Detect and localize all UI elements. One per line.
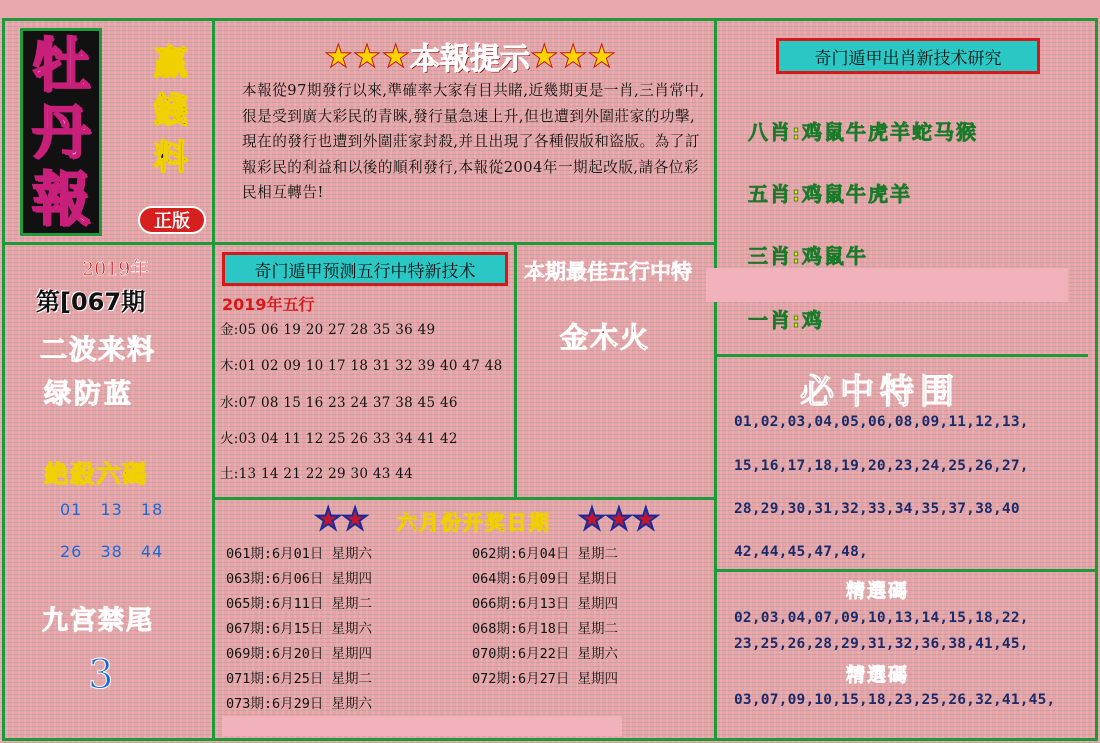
kill-six-title: 絶殺六碼 [44, 460, 148, 488]
genuine-badge: 正版 [138, 206, 206, 234]
notice-title: 本報提示 [410, 42, 530, 77]
five-elements-row: 金:05 06 19 20 27 28 35 36 49 [220, 322, 436, 338]
date-item: 063期:6月06日 星期四 [226, 571, 373, 587]
top-band [0, 0, 1100, 18]
zodiac-five: 五肖:鸡鼠牛虎羊 [748, 182, 912, 206]
zodiac-one: 一肖:鸡 [748, 308, 824, 332]
side-title [150, 40, 192, 183]
nine-palace-title: 九宫禁尾 [42, 606, 155, 636]
star-icon: ★★ [314, 502, 369, 537]
date-item: 065期:6月11日 星期二 [226, 596, 373, 612]
date-item: 068期:6月18日 星期二 [472, 621, 619, 637]
wave-tip: 二波来料 [40, 335, 156, 366]
grid-border-bottom [2, 738, 1098, 741]
five-elements-row: 火:03 04 11 12 25 26 33 34 41 42 [220, 431, 458, 447]
star-icon: ★★★ [323, 37, 410, 75]
grid-h4 [714, 569, 1098, 572]
star-icon: ★★★ [578, 502, 660, 537]
date-item: 071期:6月25日 星期二 [226, 671, 373, 687]
date-item: 070期:6月22日 星期六 [472, 646, 619, 662]
special-numbers-line: 28,29,30,31,32,33,34,35,37,38,40 [734, 501, 1020, 517]
notice-header [310, 36, 630, 76]
dates-title: 六月份开奖日期 [396, 509, 551, 534]
zodiac-eight: 八肖:鸡鼠牛虎羊蛇马猴 [748, 120, 978, 144]
selected-numbers-line: 03,07,09,10,15,18,23,25,26,32,41,45, [734, 692, 1056, 708]
date-item: 069期:6月20日 星期四 [226, 646, 373, 662]
side-char-2: 錢 [154, 90, 188, 131]
star-icon: ★★★ [530, 37, 617, 75]
selected-numbers-line: 02,03,04,07,09,10,13,14,15,18,22, [734, 610, 1029, 626]
date-item: 067期:6月15日 星期六 [226, 621, 373, 637]
zodiac-label: 奇门遁甲出肖新技术研究 [776, 38, 1040, 74]
issue-number: 第[067期 [36, 288, 146, 316]
grid-h1 [2, 242, 716, 245]
dates-header [262, 500, 712, 540]
five-elements-row: 木:01 02 09 10 17 18 31 32 39 40 47 48 [220, 358, 503, 374]
logo-char-1: 牡 [31, 30, 90, 99]
date-item: 066期:6月13日 星期四 [472, 596, 619, 612]
date-item: 061期:6月01日 星期六 [226, 546, 373, 562]
logo-char-2: 丹 [31, 97, 90, 166]
date-item: 073期:6月29日 星期六 [226, 696, 373, 712]
kill-row-2: 26 38 44 [60, 542, 164, 561]
special-numbers-line: 42,44,45,47,48, [734, 544, 868, 560]
logo-char-3: 報 [31, 165, 90, 234]
grid-v1 [212, 18, 215, 740]
grid-v3 [514, 244, 517, 499]
five-elements-subtitle: 2019年五行 [222, 295, 315, 314]
grid-border-top [2, 18, 1098, 21]
five-elements-row: 土:13 14 21 22 29 30 43 44 [220, 466, 414, 482]
notice-body: 本報從97期發行以來,準確率大家有目共睹,近幾期更是一肖,三肖常中,很是受到廣大彩民的青睞,發行量急速上升,但也遭到外圍莊家的功擊,現在的發行也遭到外圍莊家封殺,并且出現了各種假版和盜版。為了訂報彩民的利益和以後的順利發行,本報從2004年一期起改版,請各位彩民相互轉告! [242, 82, 705, 201]
logo [20, 28, 102, 236]
blank-strip [706, 268, 1068, 302]
grid-v2 [714, 18, 717, 740]
blank-strip [222, 716, 622, 736]
selected-title: 精選碼 [846, 664, 910, 686]
kill-row-1: 01 13 18 [60, 500, 164, 519]
selected-title: 精選碼 [846, 580, 910, 602]
best-element-value: 金木火 [560, 321, 651, 354]
five-elements-row: 水:07 08 15 16 23 24 37 38 45 46 [220, 395, 458, 411]
side-char-3: 料 [154, 138, 188, 179]
date-item: 072期:6月27日 星期四 [472, 671, 619, 687]
selected-numbers-line: 23,25,26,28,29,31,32,36,38,41,45, [734, 636, 1029, 652]
date-item: 064期:6月09日 星期日 [472, 571, 619, 587]
five-elements-label: 奇门遁甲预测五行中特新技术 [222, 252, 508, 286]
special-numbers-line: 01,02,03,04,05,06,08,09,11,12,13, [734, 414, 1029, 430]
nine-palace-value: 3 [88, 652, 114, 698]
special-title: 必中特围 [800, 372, 960, 412]
best-element-title: 本期最佳五行中特 [524, 260, 692, 284]
zodiac-three: 三肖:鸡鼠牛 [748, 244, 868, 268]
special-numbers-line: 15,16,17,18,19,20,23,24,25,26,27, [734, 458, 1029, 474]
grid-border-left [2, 18, 5, 740]
year-label: 2019年 [82, 258, 150, 280]
grid-h3 [714, 354, 1088, 357]
color-tip: 绿防蓝 [44, 379, 134, 410]
grid-border-right [1095, 18, 1098, 740]
side-char-1: 赢 [154, 43, 188, 83]
date-item: 062期:6月04日 星期二 [472, 546, 619, 562]
